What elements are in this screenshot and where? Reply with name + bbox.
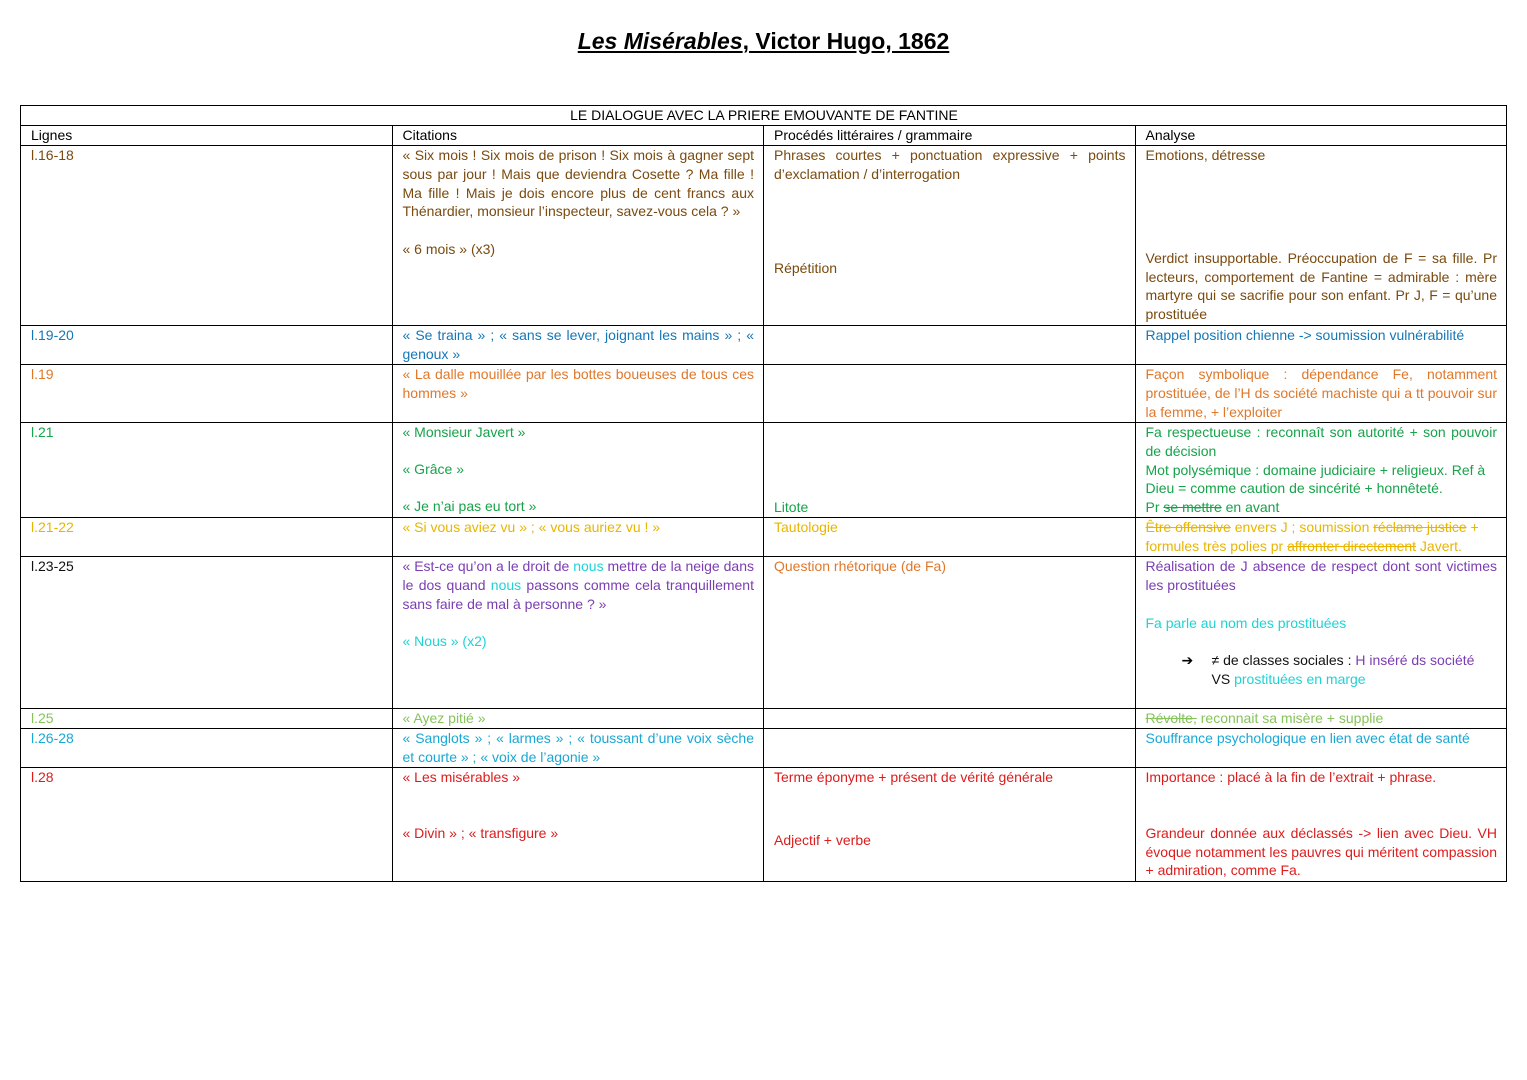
citation-text: « Monsieur Javert » — [402, 424, 526, 440]
analyse-text: Importance : placé à la fin de l’extrait + phrase. — [1145, 769, 1437, 785]
procede-text: Adjectif + verbe — [774, 831, 871, 848]
cell-analyse — [1135, 423, 1507, 518]
analyse-fragment: Pr — [1145, 499, 1164, 516]
right-arrow-icon: ➔ — [1181, 652, 1194, 669]
cell-lines: l.25 — [21, 709, 393, 729]
cell-analyse: Rappel position chienne -> soumission vulnérabilité — [1135, 326, 1507, 365]
analyse-text: Mot polysémique : domaine judiciaire + religieux. Ref à Dieu = comme caution de sincérité + honnêteté. — [1145, 461, 1486, 497]
cell-citation: « La dalle mouillée par les bottes boueuses de tous ces hommes » — [392, 365, 764, 423]
cell-lines: l.26-28 — [21, 729, 393, 768]
citation-text — [403, 557, 755, 613]
analyse-fragment: en avant — [1221, 499, 1280, 516]
cell-analyse: Souffrance psychologique en lien avec état de santé — [1135, 729, 1507, 768]
struck-text: Être offensive — [1145, 519, 1231, 535]
table-row — [21, 365, 1507, 423]
analyse-text: Grandeur donnée aux déclassés -> lien avec Dieu. VH évoque notamment les pauvres qui méritent compassion + admiration, comme Fa. — [1145, 824, 1497, 879]
citation-text: « Grâce » — [402, 460, 464, 477]
analyse-text — [1212, 651, 1475, 689]
cell-lines: l.23-25 — [21, 557, 393, 709]
cell-citation — [392, 768, 764, 882]
cell-lines: l.21-22 — [21, 518, 393, 557]
table-row — [21, 423, 1507, 518]
cell-procede — [764, 729, 1136, 768]
column-header-row — [21, 126, 1507, 146]
page-title — [0, 26, 1527, 56]
analyse-text — [1146, 498, 1498, 517]
citation-text: « Divin » ; « transfigure » — [402, 824, 559, 841]
analyse-fragment: reconnait sa misère + supplie — [1196, 710, 1384, 726]
cell-lines: l.16-18 — [21, 146, 393, 326]
cell-procede — [764, 423, 1136, 518]
cell-lines: l.28 — [21, 768, 393, 882]
analyse-fragment: Javert. — [1416, 537, 1462, 554]
cell-procede — [764, 326, 1136, 365]
citation-text: « 6 mois » (x3) — [402, 241, 496, 258]
citation-text: « Je n’ai pas eu tort » — [402, 497, 537, 514]
citation-fragment: « Est-ce qu’on a le droit de — [402, 558, 574, 574]
struck-text: Révolte, — [1145, 710, 1197, 726]
table-row — [21, 709, 1507, 729]
table-row — [21, 557, 1507, 709]
col-header-procedes: Procédés littéraires / grammaire — [764, 126, 1136, 146]
cell-procede — [764, 146, 1136, 326]
cell-analyse: Façon symbolique : dépendance Fe, notamment prostituée, de l’H ds société machiste qui a tt pouvoir sur la femme, + l’exploiter — [1135, 365, 1507, 423]
cell-analyse — [1135, 146, 1507, 326]
cell-citation: « Sanglots » ; « larmes » ; « toussant d’une voix sèche et courte » ; « voix de l’agonie » — [392, 729, 764, 768]
procede-text: Litote — [774, 499, 809, 515]
analyse-text: Fa respectueuse : reconnaît son autorité + son pouvoir de décision — [1145, 424, 1497, 459]
citation-highlight: nous — [490, 576, 522, 593]
cell-analyse — [1135, 518, 1507, 557]
analyse-fragment: H inséré ds société — [1355, 652, 1475, 669]
citation-highlight: nous — [573, 558, 604, 574]
cell-lines: l.21 — [21, 423, 393, 518]
citation-text: « Six mois ! Six mois de prison ! Six mois à gagner sept sous par jour ! Mais que deviendra Cosette ? Ma fille ! Ma fille ! Mais je dois encore plus de cent francs aux Thénardier, monsieur l’inspecteur, savez-vous cela ? » — [402, 147, 754, 220]
cell-analyse — [1135, 557, 1507, 709]
struck-text: affronter directement — [1287, 537, 1417, 554]
cell-lines: l.19-20 — [21, 326, 393, 365]
procede-text: Phrases courtes + ponctuation expressive + points d’exclamation / d’interrogation — [774, 147, 1126, 182]
table-row — [21, 768, 1507, 882]
citation-fragment: mettre de la neige dans le dos quand — [402, 558, 754, 593]
cell-citation — [392, 557, 764, 709]
col-header-citations: Citations — [392, 126, 764, 146]
table-row — [21, 518, 1507, 557]
cell-procede: Tautologie — [764, 518, 1136, 557]
citation-text: « Nous » (x2) — [402, 633, 487, 650]
citation-fragment: passons comme cela tranquillement sans faire de mal à personne ? » — [402, 576, 754, 612]
table-heading: LE DIALOGUE AVEC LA PRIERE EMOUVANTE DE FANTINE — [21, 106, 1507, 126]
analyse-fragment: envers J ; soumission — [1230, 519, 1374, 535]
col-header-analyse: Analyse — [1135, 126, 1507, 146]
analyse-fragment: ≠ de classes sociales : — [1211, 652, 1356, 669]
table-row — [21, 146, 1507, 326]
analyse-fragment: + formules très polies pr — [1145, 519, 1479, 554]
cell-lines: l.19 — [21, 365, 393, 423]
procede-text: Répétition — [774, 259, 838, 276]
cell-citation: « Ayez pitié » — [392, 709, 764, 729]
cell-citation — [392, 423, 764, 518]
cell-analyse — [1135, 768, 1507, 882]
cell-citation: « Si vous aviez vu » ; « vous auriez vu ! » — [392, 518, 764, 557]
citation-text: « Les misérables » — [402, 769, 521, 785]
table-row — [21, 326, 1507, 365]
struck-text: réclame justice — [1373, 519, 1467, 535]
title-work: Les Misérables — [577, 28, 743, 54]
table-heading-row — [21, 106, 1507, 126]
analyse-text: Emotions, détresse — [1145, 147, 1266, 163]
cell-procede — [764, 768, 1136, 882]
title-author-year: , Victor Hugo, 1862 — [742, 28, 950, 54]
analyse-fragment: VS — [1211, 671, 1235, 688]
cell-procede: Question rhétorique (de Fa) — [764, 557, 1136, 709]
struck-text: se mettre — [1163, 499, 1222, 516]
cell-analyse — [1135, 709, 1507, 729]
cell-procede — [764, 365, 1136, 423]
cell-citation — [392, 146, 764, 326]
analyse-arrow-point — [1146, 651, 1498, 689]
cell-procede — [764, 709, 1136, 729]
analyse-text: Verdict insupportable. Préoccupation de F = sa fille. Pr lecteurs, comportement de Fantine = admirable : mère martyre qui se sacrifie pour son enfant. Pr J, F = qu’une prostituée — [1145, 249, 1497, 323]
analyse-text: Fa parle au nom des prostituées — [1145, 614, 1347, 631]
col-header-lignes: Lignes — [21, 126, 393, 146]
cell-citation: « Se traina » ; « sans se lever, joignant les mains » ; « genoux » — [392, 326, 764, 365]
analyse-fragment: prostituées en marge — [1234, 671, 1366, 688]
study-table — [20, 105, 1507, 882]
procede-text: Terme éponyme + présent de vérité générale — [774, 769, 1053, 785]
table-row — [21, 729, 1507, 768]
analyse-text: Réalisation de J absence de respect dont sont victimes les prostituées — [1145, 558, 1497, 593]
